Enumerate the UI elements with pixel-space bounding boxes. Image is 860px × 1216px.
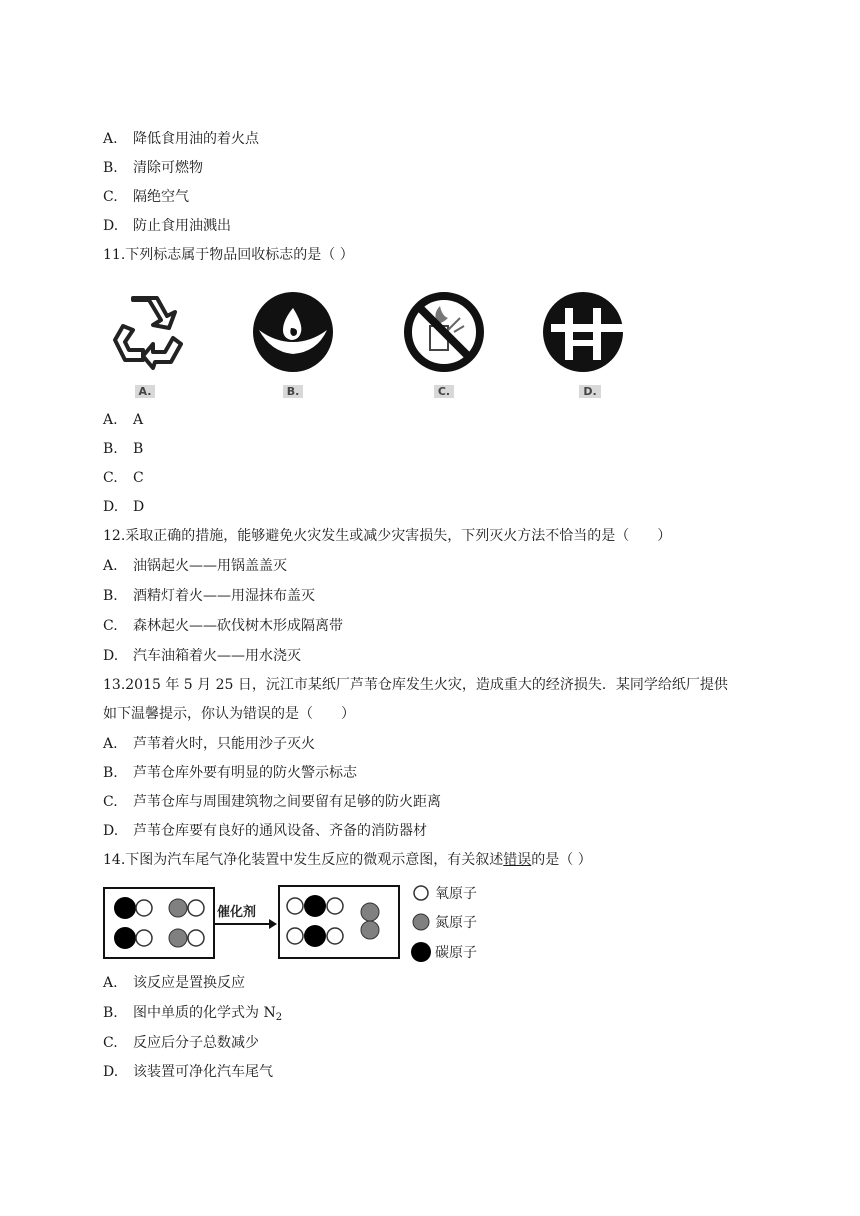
- water-saving-icon: [251, 290, 335, 374]
- q14-option-c: C. 反应后分子总数减少: [103, 1035, 259, 1051]
- q12-stem: 12.采取正确的措施，能够避免火灾发生或减少灾害损失，下列灭火方法不恰当的是（ ）: [103, 528, 672, 544]
- no-fireworks-icon: [402, 290, 486, 374]
- q14-option-b: B. 图中单质的化学式为 $N_2$: [103, 1005, 283, 1023]
- q12-option-a: A. 油锅起火——用锅盖盖灭: [103, 558, 287, 574]
- q14-stem: 14.下图为汽车尾气净化装置中发生反应的微观示意图，有关叙述错误的是（ ）: [103, 852, 592, 868]
- legend-oxygen-swatch: [414, 886, 428, 900]
- legend-carbon-label: 碳原子: [435, 945, 477, 961]
- q10-option-c: C. 隔绝空气: [103, 189, 189, 205]
- carbon-atom: [304, 925, 326, 947]
- nitrogen-atom: [361, 921, 379, 939]
- sign-label-c: C.: [402, 385, 486, 398]
- oxygen-atom: [287, 928, 303, 944]
- q13-option-a: A. 芦苇着火时，只能用沙子灭火: [103, 736, 315, 752]
- oxygen-atom: [188, 900, 204, 916]
- oxygen-atom: [136, 900, 152, 916]
- q13-stem-line2: 如下温馨提示，你认为错误的是（ ）: [103, 706, 355, 722]
- building-icon: [541, 290, 625, 374]
- q11-option-c: C. C: [103, 470, 144, 486]
- carbon-atom: [114, 927, 136, 949]
- catalyst-label: 催化剂: [217, 905, 257, 920]
- q13-option-b: B. 芦苇仓库外要有明显的防火警示标志: [103, 765, 357, 781]
- q10-option-d: D. 防止食用油溅出: [103, 218, 231, 234]
- carbon-atom: [304, 895, 326, 917]
- legend-carbon-swatch: [411, 942, 431, 962]
- legend-oxygen-label: 氧原子: [435, 886, 477, 902]
- q11-option-a: A. A: [103, 412, 144, 428]
- oxygen-atom: [327, 898, 343, 914]
- product-box: [279, 886, 399, 958]
- nitrogen-atom: [361, 903, 379, 921]
- q14-option-d: D. 该装置可净化汽车尾气: [103, 1064, 273, 1080]
- q11-stem: 11.下列标志属于物品回收标志的是（ ）: [103, 247, 354, 263]
- q14-option-a: A. 该反应是置换反应: [103, 975, 245, 991]
- oxygen-atom: [136, 930, 152, 946]
- reaction-diagram: [103, 880, 503, 970]
- q12-option-c: C. 森林起火——砍伐树木形成隔离带: [103, 618, 343, 634]
- oxygen-atom: [188, 930, 204, 946]
- sign-label-a: A.: [103, 385, 187, 398]
- sign-label-d: D.: [548, 385, 632, 398]
- q12-option-d: D. 汽车油箱着火——用水浇灭: [103, 648, 301, 664]
- arrow-head: [269, 919, 277, 929]
- subscript: 2: [275, 1012, 283, 1023]
- legend-nitrogen-label: 氮原子: [435, 915, 477, 931]
- q10-option-b: B. 清除可燃物: [103, 160, 203, 176]
- q11-option-b: B. B: [103, 441, 144, 457]
- sign-label-b: B.: [251, 385, 335, 398]
- oxygen-atom: [287, 898, 303, 914]
- q13-stem-line1: 13.2015 年 5 月 25 日，沅江市某纸厂芦苇仓库发生火灾，造成重大的经济损失．某同学给纸厂提供: [103, 677, 728, 693]
- q11-option-d: D. D: [103, 499, 145, 515]
- q10-option-a: A. 降低食用油的着火点: [103, 131, 259, 147]
- nitrogen-atom: [169, 899, 187, 917]
- oxygen-atom: [327, 928, 343, 944]
- recycle-icon: [103, 290, 187, 374]
- q12-option-b: B. 酒精灯着火——用湿抹布盖灭: [103, 588, 315, 604]
- q13-option-c: C. 芦苇仓库与周围建筑物之间要留有足够的防火距离: [103, 794, 441, 810]
- carbon-atom: [114, 897, 136, 919]
- q13-option-d: D. 芦苇仓库要有良好的通风设备、齐备的消防器材: [103, 823, 427, 839]
- legend-nitrogen-swatch: [413, 914, 429, 930]
- nitrogen-atom: [169, 929, 187, 947]
- q14-stem-emphasis: 错误: [503, 852, 532, 868]
